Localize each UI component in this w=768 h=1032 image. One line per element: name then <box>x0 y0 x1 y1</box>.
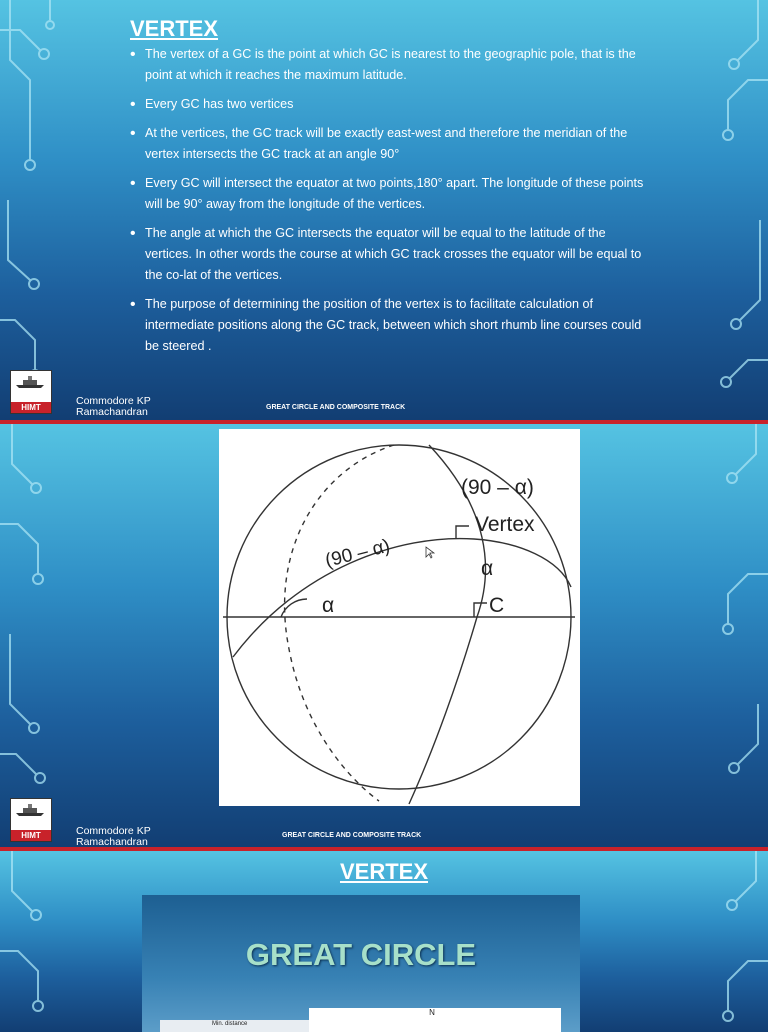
bullet-list <box>130 44 645 365</box>
bullet-item: • The angle at which the GC intersects the equator will be equal to the latitude of the vertices. In other words the course at which GC track crosses the equator will be equal to the co-lat of the vertices. <box>130 223 645 286</box>
diagram-label-alpha-left: α <box>322 594 335 617</box>
north-label: N <box>429 1008 435 1017</box>
slide-1 <box>0 0 768 420</box>
diagram-label-vertex: Vertex <box>475 513 535 536</box>
embedded-slide-image <box>142 895 580 1032</box>
himt-logo <box>10 370 52 414</box>
author-name: Commodore KP Ramachandran <box>76 395 151 418</box>
bullet-item: • Every GC will intersect the equator at two points,180° apart. The longitude of these points will be 90° away from the longitude of the vertices. <box>130 173 645 215</box>
bullet-item: • At the vertices, the GC track will be exactly east-west and therefore the meridian of the vertex intersects the GC track at an angle 90° <box>130 123 645 165</box>
footer-title: GREAT CIRCLE AND COMPOSITE TRACK <box>282 832 422 839</box>
circuit-decoration-left <box>0 0 80 420</box>
circuit-decoration-right <box>688 0 768 420</box>
slide-title: VERTEX <box>130 16 219 41</box>
slide-2 <box>0 424 768 847</box>
diagram-label-alpha-right: α <box>481 557 494 580</box>
bullet-item: • Every GC has two vertices <box>130 94 645 115</box>
himt-logo <box>10 798 52 842</box>
circuit-decoration-left <box>0 424 80 847</box>
bullet-item: • The purpose of determining the position of the vertex is to facilitate calculation of intermediate positions along the GC track, between which short rhumb line courses could be steered . <box>130 294 645 357</box>
diagram-label-arc: (90 – α) <box>323 535 393 572</box>
slide-title: VERTEX <box>339 859 429 884</box>
ship-icon <box>14 803 46 817</box>
slide-3 <box>0 851 768 1032</box>
great-circle-diagram <box>219 429 580 806</box>
embedded-slide-title: GREAT CIRCLE <box>245 937 477 972</box>
footer-title: GREAT CIRCLE AND COMPOSITE TRACK <box>266 404 406 411</box>
embedded-label: Min. distance <box>212 1021 248 1027</box>
diagram-label-top: (90 – α) <box>461 476 534 499</box>
bullet-item: • The vertex of a GC is the point at which GC is nearest to the geographic pole, that is the point at which it reaches the maximum latitude. <box>130 44 645 86</box>
mouse-cursor-icon <box>425 546 435 560</box>
author-name: Commodore KP Ramachandran <box>76 825 151 847</box>
slide-footer <box>0 794 768 846</box>
ship-icon <box>14 375 46 389</box>
logo-text: HIMT <box>11 830 51 841</box>
diagram-label-c: C <box>489 594 505 617</box>
logo-text: HIMT <box>11 402 51 413</box>
circuit-decoration-right <box>688 424 768 847</box>
slide-footer <box>0 366 768 418</box>
